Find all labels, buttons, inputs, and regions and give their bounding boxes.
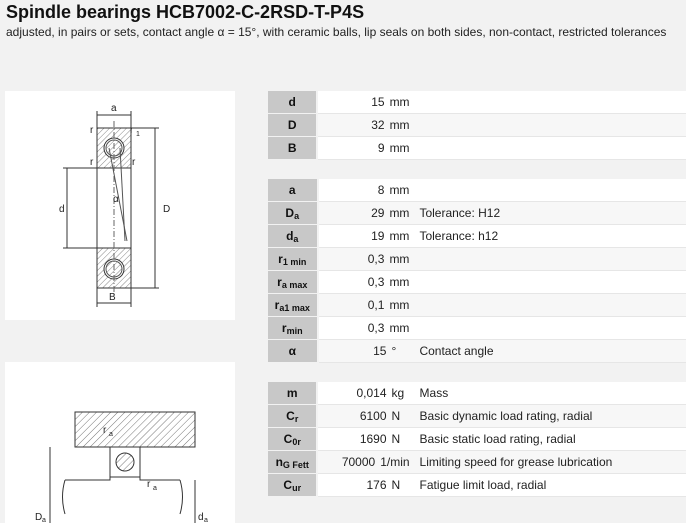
value-text: 1690	[359, 432, 387, 446]
bearing-dimension-drawing	[5, 91, 235, 320]
description-cell: Tolerance: h12	[413, 225, 686, 248]
symbol-cell	[268, 317, 319, 340]
symbol-text: C	[286, 408, 295, 423]
label-r1-sub: 1	[136, 131, 140, 138]
description-cell	[413, 271, 686, 294]
value-cell	[319, 271, 414, 294]
spec-row	[268, 271, 686, 294]
value-text: 0,3	[367, 321, 385, 335]
spec-row	[268, 179, 686, 202]
label-D: D	[163, 204, 171, 215]
value-cell	[318, 474, 413, 497]
spec-row	[268, 91, 686, 114]
symbol-text: r	[278, 251, 283, 266]
description-cell: Basic dynamic load rating, radial	[414, 405, 686, 428]
label-r-right: r	[132, 157, 136, 168]
label-ra-mid: r	[147, 479, 151, 490]
value-cell	[318, 91, 413, 114]
main-dimensions-table	[268, 91, 686, 160]
bearing-cross-section-svg	[5, 91, 235, 320]
value-cell	[319, 317, 414, 340]
value-cell	[318, 451, 413, 474]
symbol-cell	[268, 405, 318, 428]
unit-text: N	[391, 432, 401, 446]
label-Da-sub: a	[42, 517, 46, 523]
symbol-text: r	[281, 320, 287, 335]
symbol-text: C	[283, 477, 293, 492]
mounting-dimensions-table	[268, 179, 686, 363]
mounting-dimension-drawing	[5, 362, 235, 523]
unit-text: kg	[391, 386, 405, 400]
symbol-subscript: 1 min	[282, 256, 307, 267]
value-cell	[319, 248, 414, 271]
value-cell	[318, 428, 413, 451]
value-text: 8	[377, 183, 385, 197]
symbol-subscript: a max	[281, 279, 308, 290]
symbol-text: r	[274, 297, 280, 312]
symbol-subscript: G Fett	[282, 459, 309, 470]
label-B: B	[109, 292, 116, 303]
spec-row	[268, 428, 686, 451]
value-cell	[318, 382, 413, 405]
symbol-cell	[268, 225, 319, 248]
label-r1: r	[130, 125, 134, 136]
mounting-svg	[5, 362, 235, 523]
label-Da: D	[35, 512, 43, 523]
value-text: 6100	[359, 409, 387, 423]
spec-row	[268, 248, 686, 271]
value-text: 32	[371, 118, 385, 132]
value-cell	[319, 340, 414, 363]
spec-row	[268, 202, 686, 225]
value-cell	[319, 225, 414, 248]
unit-text: mm	[389, 141, 410, 155]
unit-text: °	[391, 344, 397, 358]
unit-text: mm	[389, 183, 410, 197]
value-text: 29	[371, 206, 385, 220]
value-text: 15	[371, 95, 385, 109]
label-r-left: r	[90, 157, 94, 168]
symbol-text: m	[286, 386, 298, 400]
label-a: a	[111, 103, 117, 114]
symbol-subscript: a	[293, 233, 299, 244]
symbol-subscript: r	[294, 413, 299, 424]
symbol-text: B	[287, 141, 297, 155]
symbol-cell	[268, 428, 318, 451]
symbol-cell	[268, 202, 319, 225]
description-cell	[413, 248, 686, 271]
value-cell	[318, 137, 413, 160]
symbol-cell	[268, 91, 318, 114]
symbol-cell	[268, 294, 319, 317]
unit-text: mm	[389, 275, 410, 289]
label-ra-mid-sub: a	[153, 485, 157, 492]
label-da-sub: a	[204, 517, 208, 523]
value-cell	[318, 114, 413, 137]
value-text: 176	[366, 478, 387, 492]
value-cell	[318, 405, 413, 428]
label-da: d	[198, 512, 204, 523]
symbol-cell	[268, 340, 319, 363]
description-cell	[413, 317, 686, 340]
symbol-cell	[268, 451, 318, 474]
symbol-text: r	[277, 274, 282, 289]
symbol-text: n	[275, 454, 283, 469]
symbol-cell	[268, 271, 319, 294]
spec-row	[268, 114, 686, 137]
label-d: d	[59, 204, 65, 215]
value-cell	[319, 294, 414, 317]
description-cell	[413, 294, 686, 317]
symbol-text: d	[288, 95, 296, 109]
spec-row	[268, 451, 686, 474]
symbol-cell	[268, 114, 318, 137]
value-text: 0,3	[367, 252, 385, 266]
value-text: 15	[373, 344, 387, 358]
symbol-subscript: min	[286, 325, 303, 336]
calculation-data-table	[268, 382, 686, 497]
symbol-subscript: a	[294, 210, 300, 221]
spec-row	[268, 382, 686, 405]
label-r-top: r	[90, 125, 94, 136]
symbol-cell	[268, 137, 318, 160]
symbol-cell	[268, 248, 319, 271]
symbol-text: C	[283, 431, 293, 446]
spec-row	[268, 405, 686, 428]
unit-text: mm	[389, 229, 410, 243]
spec-row	[268, 225, 686, 248]
description-cell: Fatigue limit load, radial	[414, 474, 686, 497]
description-cell	[414, 91, 686, 114]
label-ra-top-sub: a	[109, 431, 113, 438]
description-cell: Contact angle	[413, 340, 686, 363]
value-text: 9	[377, 141, 385, 155]
label-alpha: α	[113, 194, 119, 205]
symbol-subscript: a1 max	[279, 302, 310, 313]
symbol-cell	[268, 474, 318, 497]
unit-text: mm	[389, 206, 410, 220]
value-cell	[319, 179, 414, 202]
unit-text: mm	[389, 321, 410, 335]
symbol-subscript: ur	[292, 482, 302, 493]
symbol-subscript: 0r	[292, 436, 301, 447]
unit-text: N	[391, 409, 401, 423]
description-cell	[413, 179, 686, 202]
symbol-text: D	[287, 118, 297, 132]
value-cell	[319, 202, 414, 225]
unit-text: mm	[389, 95, 410, 109]
unit-text: N	[391, 478, 401, 492]
symbol-text: d	[286, 228, 294, 243]
description-cell	[414, 137, 686, 160]
description-cell: Basic static load rating, radial	[414, 428, 686, 451]
symbol-text: a	[288, 183, 296, 197]
value-text: 0,1	[367, 298, 385, 312]
unit-text: mm	[389, 298, 410, 312]
page-subtitle: adjusted, in pairs or sets, contact angle α = 15°, with ceramic balls, lip seals on both sides, non-contact, restricted tolerances	[6, 25, 667, 39]
symbol-cell	[268, 382, 318, 405]
spec-row	[268, 294, 686, 317]
description-cell: Tolerance: H12	[413, 202, 686, 225]
spec-row	[268, 340, 686, 363]
label-ra-top: r	[103, 425, 107, 436]
spec-row	[268, 317, 686, 340]
value-text: 0,3	[367, 275, 385, 289]
page-title: Spindle bearings HCB7002-C-2RSD-T-P4S	[6, 2, 365, 22]
unit-text: mm	[389, 118, 410, 132]
value-text: 0,014	[356, 386, 387, 400]
description-cell	[414, 114, 686, 137]
spec-row	[268, 137, 686, 160]
description-cell: Limiting speed for grease lubrication	[414, 451, 686, 474]
symbol-text: α	[288, 344, 296, 358]
unit-text: 1/min	[380, 455, 410, 469]
symbol-text: D	[285, 205, 295, 220]
description-cell: Mass	[414, 382, 686, 405]
symbol-cell	[268, 179, 319, 202]
value-text: 19	[371, 229, 385, 243]
spec-row	[268, 474, 686, 497]
value-text: 70000	[341, 455, 376, 469]
unit-text: mm	[389, 252, 410, 266]
